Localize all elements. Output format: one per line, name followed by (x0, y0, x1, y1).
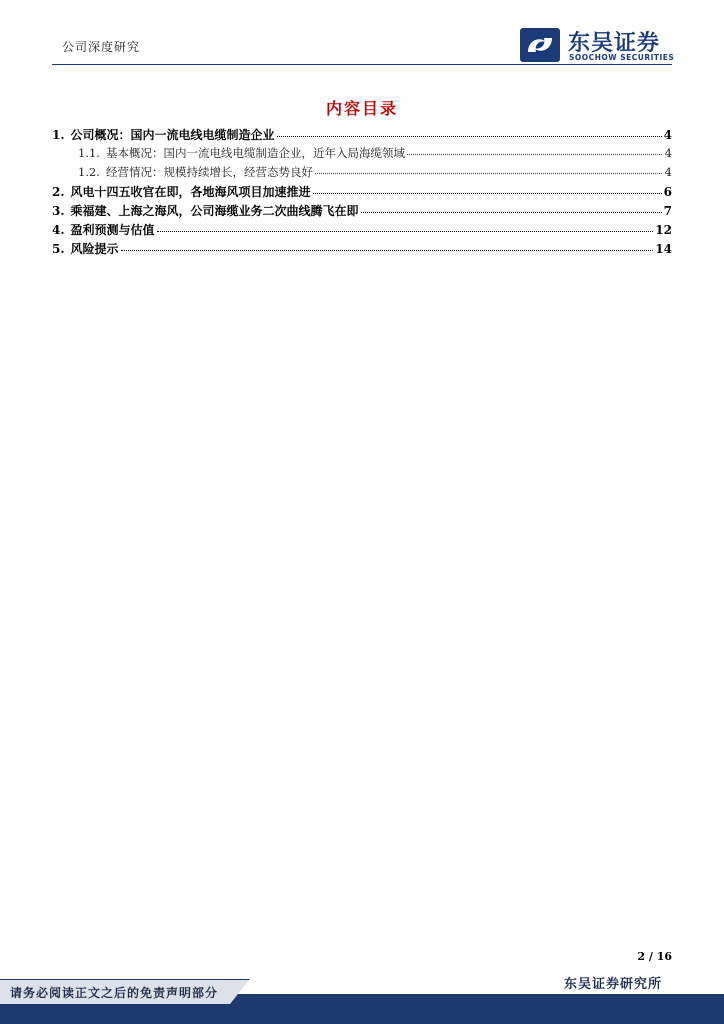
toc-entry-text: 盈利预测与估值 (70, 223, 155, 237)
toc-leader-dots (361, 202, 662, 213)
toc-entry-number: 1.1. (78, 146, 100, 160)
toc-entry-page: 4 (664, 165, 672, 179)
toc-leader-dots (277, 126, 662, 137)
toc-entry-number: 3. (52, 204, 65, 218)
toc-entry-number: 4. (52, 223, 65, 237)
toc-entry-page: 12 (655, 223, 672, 237)
toc-entry-1-1[interactable] (52, 145, 672, 164)
toc-entry-text: 风险提示 (70, 242, 119, 256)
toc-leader-dots (315, 163, 662, 174)
toc-entry-text: 公司概况：国内一流电线电缆制造企业 (70, 128, 275, 142)
header-divider (52, 64, 672, 65)
toc-entry-page: 4 (663, 128, 672, 142)
header-report-type: 公司深度研究 (62, 40, 141, 54)
toc-entry-1-2[interactable] (52, 164, 672, 183)
soochow-logo-icon (520, 28, 560, 62)
toc-leader-dots (157, 221, 654, 232)
toc-entry-page: 4 (664, 146, 672, 160)
toc-entry-4[interactable] (52, 221, 672, 240)
toc-leader-dots (121, 240, 654, 251)
company-logo (520, 26, 680, 66)
toc-entry-text: 基本概况：国内一流电线电缆制造企业，近年入局海缆领域 (105, 146, 405, 160)
toc-entry-text: 风电十四五收官在即，各地海风项目加速推进 (70, 185, 311, 199)
toc-entry-page: 14 (655, 242, 672, 256)
toc-title: 内容目录 (325, 99, 398, 118)
toc-entry-3[interactable] (52, 202, 672, 221)
page-number: 2 / 16 (637, 950, 672, 963)
toc-entry-page: 7 (663, 204, 672, 218)
toc-entry-5[interactable] (52, 240, 672, 259)
footer-organization: 东吴证券研究所 (563, 977, 662, 992)
toc-entry-number: 5. (52, 242, 65, 256)
toc-entry-number: 1.2. (78, 165, 100, 179)
table-of-contents (52, 126, 672, 259)
toc-entry-number: 1. (52, 128, 65, 142)
toc-entry-page: 6 (663, 185, 672, 199)
logo-text-cn: 东吴证券 (568, 31, 661, 56)
toc-entry-2[interactable] (52, 183, 672, 202)
toc-entry-1[interactable] (52, 126, 672, 145)
toc-leader-dots (313, 183, 662, 194)
logo-text-en: SOOCHOW SECURITIES (569, 53, 675, 62)
footer-disclaimer: 请务必阅读正文之后的免责声明部分 (10, 986, 219, 1000)
toc-leader-dots (407, 144, 662, 155)
toc-entry-text: 乘福建、上海之海风，公司海缆业务二次曲线腾飞在即 (70, 204, 359, 218)
toc-entry-number: 2. (52, 185, 65, 199)
toc-entry-text: 经营情况：规模持续增长，经营态势良好 (105, 165, 313, 179)
